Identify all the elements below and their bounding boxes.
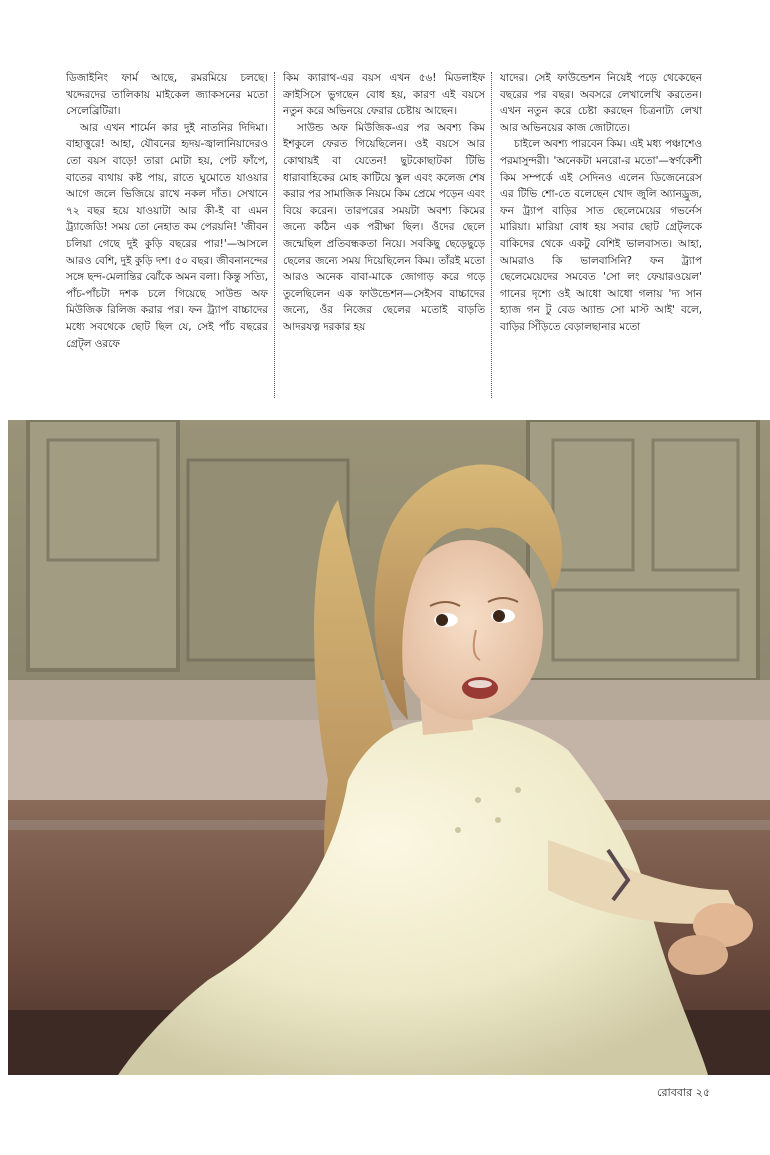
- column-divider: [274, 72, 275, 398]
- paragraph: ডিজাইনিং ফার্ম আছে, রমরমিয়ে চলছে। খদ্দেরদের তালিকায় মাইকেল জ্যাকসনের মতো সেলেব্রিটিরা।: [66, 72, 268, 118]
- text-column-2: [283, 70, 485, 400]
- paragraph: যাদের। সেই ফাউন্ডেশন নিয়েই পড়ে থেকেছেন বছরের পর বছর। অবসরে লেখালেখি করতেন। এখন নতুন করে চেষ্টা করছেন চিত্রনাট্য লেখা আর অভিনয়ের কাজ জোটাতে।: [500, 72, 702, 134]
- paragraph: চাইলে অবশ্য পারবেন কিম। এই মধ্য পঞ্চাশেও পরমাসুন্দরী। 'অনেকটা মনরো-র মতো'—স্বর্ণকেশী কিম সম্পর্কে এই সেদিনও এলেন ডিজেনেরেস এর টিভি শো-তে বলেছেন খোদ জুলি অ্যানড্রুজ, ফন ট্র্যাপ বাড়ির সাত ছেলেমেয়ের গভর্নেস মারিয়া। মারিয়া বোধ হয় সবার ছোট গ্রেট্লকে বাকিদের থেকে একটু বেশিই ভালবাসত। আহা, আমরাও কি ভালবাসিনি? ফন ট্র্যাপ ছেলেমেয়েদের সমবেত 'সো লং ফেয়ারওয়েল' গানের দৃশ্যে ওই আধো আধো গলায় 'দ্য সান হ্যাজ গন টু বেড অ্যান্ড সো মাস্ট আই' বলে, বাড়ির সিঁড়িতে বেড়ালছানার মতো: [500, 138, 702, 333]
- paragraph: কিম ক্যারাথ-এর বয়স এখন ৫৬! মিডলাইফ ক্রাইসিসে ভুগছেন বোধ হয়, কারণ এই বয়সে নতুন করে অভিনয়ে ফেরার চেষ্টায় আছেন।: [283, 72, 485, 118]
- page-footer: রোববার ২৫: [657, 1086, 710, 1099]
- text-column-1: [66, 70, 268, 400]
- paragraph: আর এখন শার্মেন কার দুই নাতনির দিদিমা। বাহাত্তুরে! আহা, যৌবনের হৃদয়-জ্বালানিয়াদেরও তো বয়স বাড়ে! তারা মোটা হয়, পেট ফাঁপে, বাতের ব্যথায় কষ্ট পায়, রাতে ঘুমোতে যাওয়ার আগে জলে ভিজিয়ে রাখে নকল দাঁত। সেখানে ৭২ বছর হয়ে যাওয়াটা আর কী-ই বা এমন ট্র্যাজেডি! সময় তো নেহাত কম পেরয়নি! 'জীবন চলিয়া গেছে দুই কুড়ি বছরের পার!'—আসলে আরও বেশি, দুই কুড়ি দশ। ৫০ বছর। জীবনানন্দের সঙ্গে ছন্দ-মেলান্তির ঝোঁকে অমন বলা। কিন্তু সত্যি, পাঁচ-পাঁচটা দশক চলে গিয়েছে সাউন্ড অফ মিউজিক রিলিজ করার পর। ফন ট্র্যাপ বাচ্চাদের মধ্যে সবথেকে ছোট ছিল যে, সেই পাঁচ বছরের গ্রেট্ল ওরফে: [66, 121, 268, 350]
- article-photo: [8, 420, 770, 1075]
- article-text: [66, 70, 702, 400]
- column-divider: [491, 72, 492, 398]
- photo-illustration: [8, 420, 770, 1075]
- paragraph: সাউন্ড অফ মিউজিক-এর পর অবশ্য কিম ইশকুলে ফেরত গিয়েছিলেন। ওই বয়সে আর কোথায়ই বা যেতেন! ছুটকোছাটকা টিভি ধারাবাহিকের মোহ কাটিয়ে স্কুল এবং কলেজ শেষ করার পর সামাজিক নিয়মে কিম প্রেমে পড়েন এবং বিয়ে করেন। তারপরের সময়টা অবশ্য কিমের জন্যে কঠিন এক পরীক্ষা ছিল। ওঁদের ছেলে জন্মেছিল প্রতিবন্ধকতা নিয়ে। সবকিছু ছেড়েছুড়ে ছেলের জন্যে সময় দিয়েছিলেন কিম। তাঁরই মতো আরও অনেক বাবা-মাকে জোগাড় করে গড়ে তুলেছিলেন এক ফাউন্ডেশন—সেইসব বাচ্চাদের জন্যে, ওঁর নিজের ছেলের মতোই বাড়তি আদরযত্ন দরকার হয়: [283, 121, 485, 333]
- text-column-3: [500, 70, 702, 400]
